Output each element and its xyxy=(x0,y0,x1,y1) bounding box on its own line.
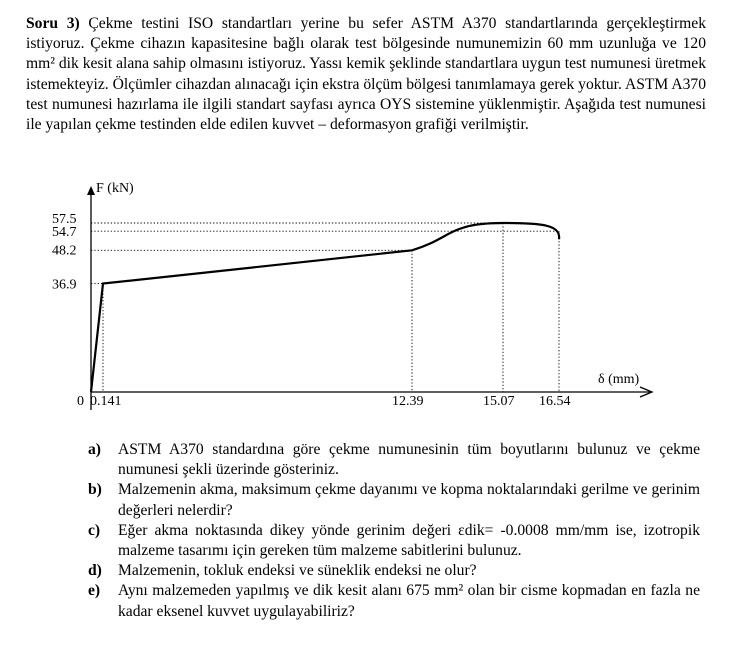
question-list xyxy=(88,440,700,622)
question-label: d) xyxy=(88,562,102,580)
question-a xyxy=(88,440,700,480)
question-label: a) xyxy=(88,441,101,458)
x-tick-label: 12.39 xyxy=(392,394,424,409)
x-tick-label: 15.07 xyxy=(483,394,515,409)
force-deformation-curve xyxy=(91,223,559,392)
origin-label: 0 xyxy=(77,394,84,409)
y-tick-label: 36.9 xyxy=(52,277,77,293)
x-tick-label: 16.54 xyxy=(539,394,571,409)
problem-label: Soru 3) xyxy=(26,15,80,32)
question-c xyxy=(88,521,700,561)
y-tick-label: 54.7 xyxy=(52,225,77,241)
question-label: c) xyxy=(88,521,101,539)
reference-lines xyxy=(91,223,559,392)
problem-text: Çekme testini ISO standartları yerine bu sefer ASTM A370 standartlarında gerçekleştirmek istiyoruz. Çekme cihazın kapasitesine bağlı olarak test bölgesinde numunemizin 60 mm uzunluğa ve 120 mm² dik kesit alana sahip olmasını istiyoruz. Yassı kemik şeklinde standartlara uygun test numunesi üretmek istemekteyiz. Ölçümler cihazdan alınacağı için ekstra ölçüm bölgesi tanımlamaya gerek yoktur. ASTM A370 test numunesi hazırlama ile ilgili standart sayfası ayrıca OYS sistemine yüklenmiştir. Aşağıda test numunesi ile yapılan çekme testinden elde edilen kuvvet – deformasyon grafiği verilmiştir. xyxy=(26,15,706,134)
question-text: ASTM A370 standardına göre çekme numunesinin tüm boyutlarını bulunuz ve çekme numunesi şekli üzerinde gösteriniz. xyxy=(118,441,700,479)
question-text: Malzemenin, tokluk endeksi ve süneklik endeksi ne olur? xyxy=(118,562,477,580)
y-tick-labels xyxy=(52,212,77,293)
question-e xyxy=(88,581,700,621)
question-text: Malzemenin akma, maksimum çekme dayanımı ve kopma noktalarındaki gerilme ve gerinim değerleri nelerdir? xyxy=(118,481,700,519)
question-label: b) xyxy=(88,481,102,499)
x-tick-label: 0.141 xyxy=(90,394,122,409)
question-text: Eğer akma noktasında dikey yönde gerinim değeri εdik= -0.0008 mm/mm ise, izotropik malzeme tasarımı için gereken tüm malzeme sabitlerini bulunuz. xyxy=(118,521,700,560)
y-tick-label: 57.5 xyxy=(52,212,77,227)
question-d xyxy=(88,561,700,581)
y-axis-arrow xyxy=(87,186,95,195)
y-tick-label: 48.2 xyxy=(52,243,77,259)
x-tick-labels xyxy=(90,394,571,409)
question-text: Aynı malzemeden yapılmış ve dik kesit alanı 675 mm² olan bir cisme kopmadan en fazla ne kadar eksenel kuvvet uygulayabiliriz? xyxy=(118,582,700,620)
question-label: e) xyxy=(88,582,101,600)
question-b xyxy=(88,480,700,520)
y-axis-label: F (kN) xyxy=(96,181,134,196)
x-axis-label: δ (mm) xyxy=(598,372,640,387)
